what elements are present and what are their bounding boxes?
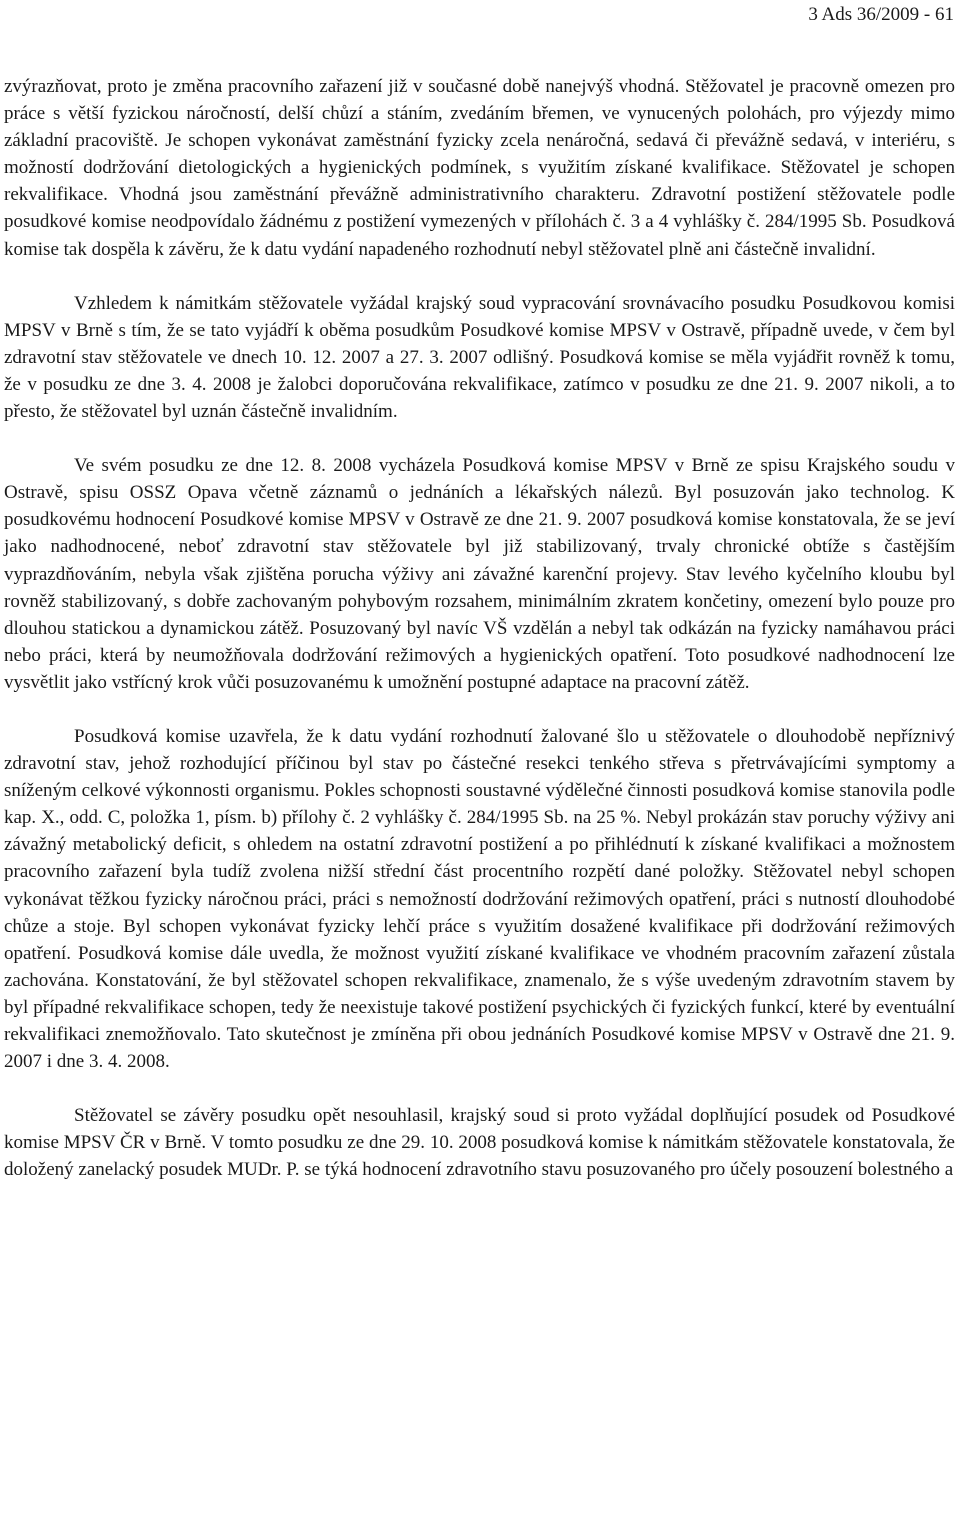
paragraph-3: Ve svém posudku ze dne 12. 8. 2008 vycházela Posudková komise MPSV v Brně ze spisu Krajského soudu v Ostravě, spisu OSSZ Opava včetně záznamů o jednáních a lékařských nálezů. Byl posuzován jako technolog. K posudkovému hodnocení Posudkové komise MPSV v Ostravě ze dne 21. 9. 2007 posudková komise konstatovala, že se jeví jako nadhodnocené, neboť zdravotní stav stěžovatele byl již stabilizovaný, trvaly chronické obtíže s častějším vyprazdňováním, nebyla však zjištěna porucha výživy ani závažné karenční projevy. Stav levého kyčelního kloubu byl rovněž stabilizovaný, s dobře zachovaným pohybovým rozsahem, minimálním zkratem končetiny, omezení bylo pouze pro dlouhou statickou a dynamickou zátěž. Posuzovaný byl navíc VŠ vzdělán a nebyl tak odkázán na fyzicky namáhavou práci nebo práci, která by neumožňovala dodržování režimových a hygienických opatření. Toto posudkové nadhodnocení lze vysvětlit jako vstřícný krok vůči posuzovanému k umožnění postupné adaptace na pracovní zátěž. — [4, 455, 955, 693]
paragraph-2: Vzhledem k námitkám stěžovatele vyžádal krajský soud vypracování srovnávacího posudku Posudkovou komisi MPSV v Brně s tím, že se tato vyjádří k oběma posudkům Posudkové komise MPSV v Ostravě, případně uvede, v čem byl zdravotní stav stěžovatele ve dnech 10. 12. 2007 a 27. 3. 2007 odlišný. Posudková komise se měla vyjádřit rovněž k tomu, že v posudku ze dne 3. 4. 2008 je žalobci doporučována rekvalifikace, zatímco v posudku ze dne 21. 9. 2007 nikoli, a to přesto, že stěžovatel byl uznán částečně invalidním. — [4, 292, 955, 423]
case-reference-header: 3 Ads 36/2009 - 61 — [808, 4, 954, 25]
paragraph-5: Stěžovatel se závěry posudku opět nesouhlasil, krajský soud si proto vyžádal doplňující posudek od Posudkové komise MPSV ČR v Brně. V tomto posudku ze dne 29. 10. 2008 posudková komise k námitkám stěžovatele konstatovala, že doložený zanelacký posudek MUDr. P. se týká hodnocení zdravotního stavu posuzovaného pro účely posouzení bolestného a — [4, 1105, 955, 1181]
paragraph-4: Posudková komise uzavřela, že k datu vydání rozhodnutí žalované šlo u stěžovatele o dlouhodobě nepříznivý zdravotní stav, jehož rozhodující příčinou byl stav po částečné resekci tenkého střeva s přetrvávajícími symptomy a sníženým celkové výkonnosti organismu. Pokles schopnosti soustavné výdělečné činnosti posudková komise stanovila podle kap. X., odd. C, položka 1, písm. b) přílohy č. 2 vyhlášky č. 284/1995 Sb. na 25 %. Nebyl prokázán stav poruchy výživy ani závažný metabolický deficit, s ohledem na ostatní zdravotní postižení a po přihlédnutí k získané kvalifikaci a možnostem pracovního zařazení byla tudíž zvolena nižší střední část procentního rozpětí dané položky. Stěžovatel nebyl schopen vykonávat těžkou fyzicky náročnou práci, práci s nemožností dodržování režimových opatření, práci s nutností dlouhodobé chůze a stoje. Byl schopen vykonávat fyzicky lehčí práce s využitím dosažené kvalifikace při dodržování režimových opatření. Posudková komise dále uvedla, že možnost využití získané kvalifikace ve vhodném pracovním zařazení zůstala zachována. Konstatování, že byl stěžovatel schopen rekvalifikace, znamenalo, že s výše uvedeným zdravotním stavem by byl případné rekvalifikace schopen, tedy že neexistuje takové postižení psychických či fyzických funkcí, které by eventuální rekvalifikaci znemožňovalo. Tato skutečnost je zmíněna při obou jednáních Posudkové komise MPSV v Ostravě dne 21. 9. 2007 i dne 3. 4. 2008. — [4, 725, 955, 1073]
document-body — [4, 73, 955, 1183]
paragraph-1: zvýrazňovat, proto je změna pracovního zařazení již v současné době nanejvýš vhodná. Stěžovatel je pracovně omezen pro práce s větší fyzickou náročností, delší chůzí a stáním, zvedáním břemen, ve vynucených polohách, pro výjezdy mimo základní pracoviště. Je schopen vykonávat zaměstnání fyzicky zcela nenáročná, sedavá či převážně sedavá, v interiéru, s možností dodržování dietologických a hygienických podmínek, s využitím získané kvalifikace. Stěžovatel je schopen rekvalifikace. Vhodná jsou zaměstnání převážně administrativního charakteru. Zdravotní postižení stěžovatele podle posudkové komise neodpovídalo žádnému z postižení vymezených v přílohách č. 3 a 4 vyhlášky č. 284/1995 Sb. Posudková komise tak dospěla k závěru, že k datu vydání napadeného rozhodnutí nebyl stěžovatel plně ani částečně invalidní. — [4, 76, 955, 260]
